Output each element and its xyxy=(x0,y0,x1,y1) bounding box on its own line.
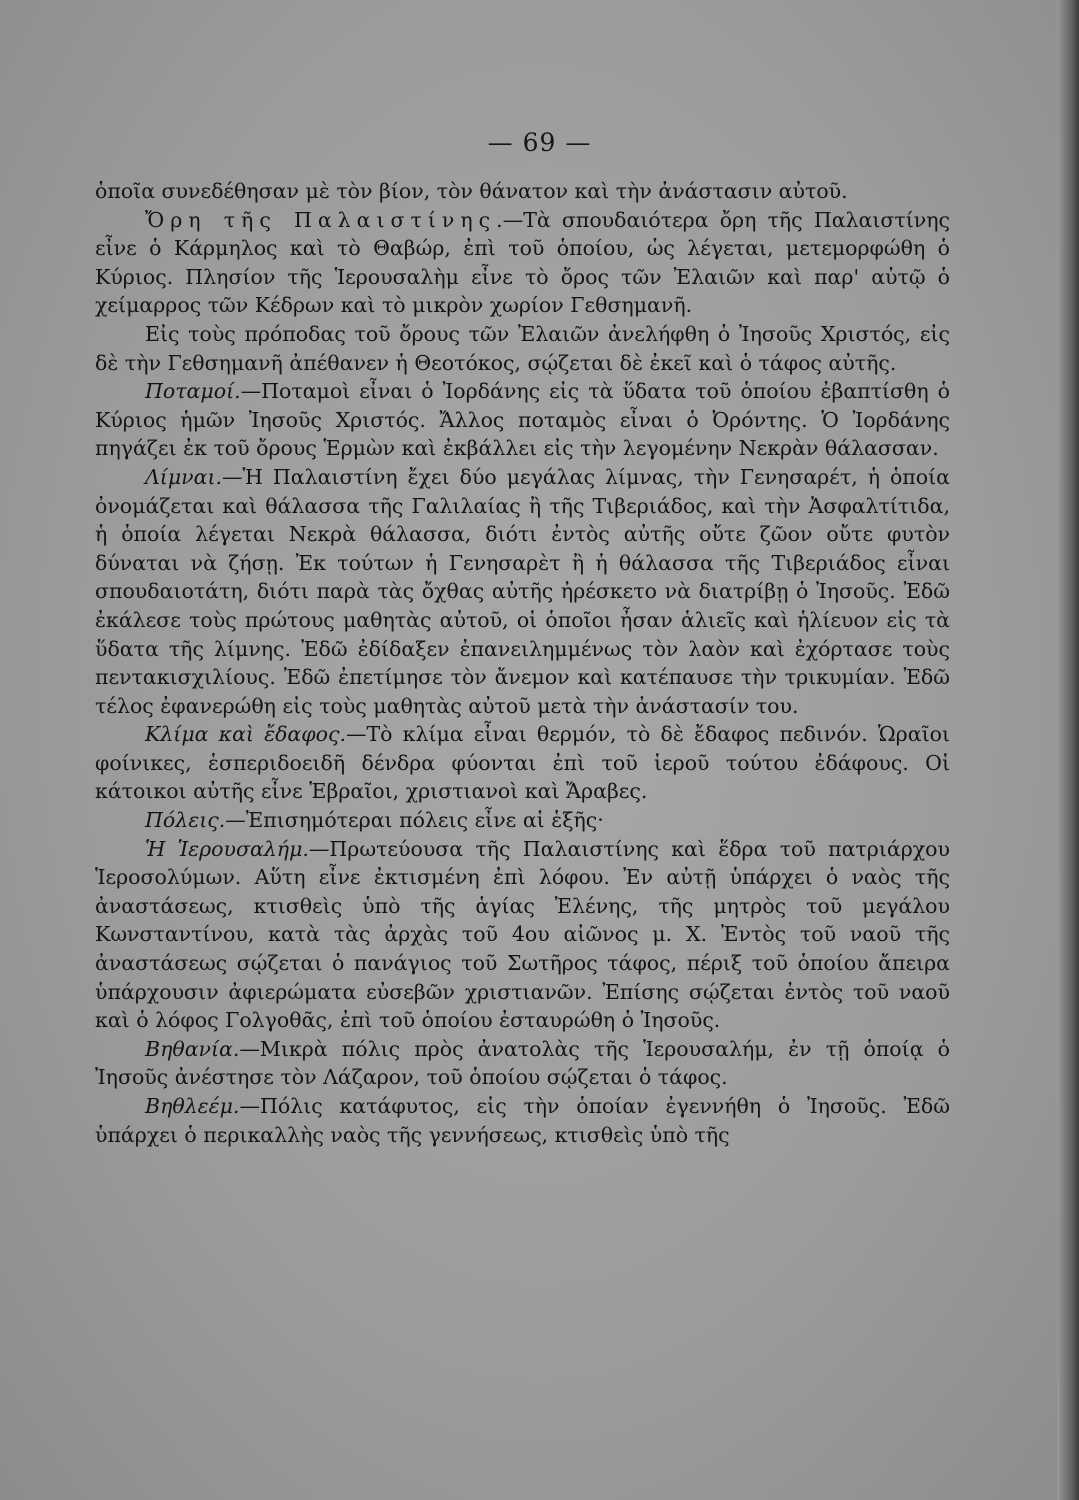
paragraph-text: —Ἐπισημότεραι πόλεις εἶνε αἱ ἑξῆς· xyxy=(225,808,604,833)
paragraph-p2 xyxy=(95,320,950,377)
paragraph-p9 xyxy=(95,1092,950,1149)
section-heading: Ἡ Ἱερουσαλήμ. xyxy=(145,836,309,861)
paragraph-text: —Μικρὰ πόλις πρὸς ἀνατολὰς τῆς Ἱερουσαλήμ, ἐν τῇ ὁποίᾳ ὁ Ἰησοῦς ἀνέστησε τὸν Λάζαρον, τοῦ ὁποίου σῴζεται ὁ τάφος. xyxy=(95,1036,950,1090)
paragraph-p8 xyxy=(95,1035,950,1092)
paragraph-text: —Πόλις κατάφυτος, εἰς τὴν ὁποίαν ἐγεννήθη ὁ Ἰησοῦς. Ἐδῶ ὑπάρχει ὁ περικαλλὴς ναὸς τῆς γεννήσεως, κτισθεὶς ὑπὸ τῆς xyxy=(95,1094,950,1147)
paragraph-text: Εἰς τοὺς πρόποδας τοῦ ὄρους τῶν Ἐλαιῶν ἀνελήφθη ὁ Ἰησοῦς Χριστός, εἰς δὲ τὴν Γεθσημανῆ ἀπέθανεν ἡ Θεοτόκος, σῴζεται δὲ ἐκεῖ καὶ ὁ τάφος αὐτῆς. xyxy=(95,321,950,375)
section-heading: Λίμναι. xyxy=(145,464,223,489)
section-heading: Βηθανία. xyxy=(145,1036,240,1061)
section-heading: Ὄρη τῆς Παλαιστίνης xyxy=(145,207,497,232)
paragraph-text: —Ἡ Παλαιστίνη ἔχει δύο μεγάλας λίμνας, τὴν Γενησαρέτ, ἡ ὁποία ὀνομάζεται καὶ θάλασσα τῆς Γαλιλαίας ἢ τῆς Τιβεριάδος, καὶ τὴν Ἀσφαλτίτιδα, ἡ ὁποία λέγεται Νεκρὰ θάλασσα, διότι ἐντὸς αὐτῆς οὔτε ζῶον οὔτε φυτὸν δύναται νὰ ζήσῃ. Ἐκ τούτων ἡ Γενησαρὲτ ἢ ἡ θάλασσα τῆς Τιβεριάδος εἶναι σπουδαιοτάτη, διότι παρὰ τὰς ὄχθας αὐτῆς ἠρέσκετο νὰ διατρίβῃ ὁ Ἰησοῦς. Ἐδῶ ἐκάλεσε τοὺς πρώτους μαθητὰς αὐτοῦ, οἱ ὁποῖοι ἦσαν ἁλιεῖς καὶ ἡλίευον εἰς τὰ ὕδατα τῆς λίμνης. Ἐδῶ ἐδίδαξεν ἐπανειλημμένως τὸν λαὸν καὶ ἐχόρτασε τοὺς πεντακισχιλίους. Ἐδῶ ἐπετίμησε τὸν ἄνεμον καὶ κατέπαυσε τὴν τρικυμίαν. Ἐδῶ τέλος ἐφανερώθη εἰς τοὺς μαθητὰς αὐτοῦ μετὰ τὴν ἀνάστασίν του. xyxy=(95,464,950,718)
section-heading: Κλίμα καὶ ἔδαφος. xyxy=(145,722,346,747)
section-heading: Πόλεις. xyxy=(145,808,226,833)
paragraph-text: .—Τὰ σπουδαιότερα ὄρη τῆς Παλαιστίνης εἶνε ὁ Κάρμηλος καὶ τὸ Θαβώρ, ἐπὶ τοῦ ὁποίου, ὡς λέγεται, μετεμορφώθη ὁ Κύριος. Πλησίον τῆς Ἱερουσαλὴμ εἶνε τὸ ὄρος τῶν Ἐλαιῶν καὶ παρ' αὐτῷ ὁ χείμαρρος τῶν Κέδρων καὶ τὸ μικρὸν χωρίον Γεθσημανῆ. xyxy=(95,207,951,318)
paragraph-p1 xyxy=(95,206,950,320)
paragraph-text: —Ποταμοὶ εἶναι ὁ Ἰορδάνης εἰς τὰ ὕδατα τοῦ ὁποίου ἐβαπτίσθη ὁ Κύριος ἡμῶν Ἰησοῦς Χριστός. Ἄλλος ποταμὸς εἶναι ὁ Ὀρόντης. Ὁ Ἰορδάνης πηγάζει ἐκ τοῦ ὄρους Ἑρμὼν καὶ ἐκβάλλει εἰς τὴν λεγομένην Νεκρὰν θάλασσαν. xyxy=(95,379,950,461)
paragraph-p7 xyxy=(95,835,950,1035)
paragraph-p6 xyxy=(95,806,950,835)
page-number: — 69 — xyxy=(487,128,592,157)
paragraph-text: ὁποῖα συνεδέθησαν μὲ τὸν βίον, τὸν θάνατον καὶ τὴν ἀνάστασιν αὐτοῦ. xyxy=(95,179,848,203)
paragraph-p5 xyxy=(95,720,950,806)
paragraph-text: —Πρωτεύουσα τῆς Παλαιστίνης καὶ ἕδρα τοῦ πατριάρχου Ἱεροσολύμων. Αὕτη εἶνε ἐκτισμένη ἐπὶ λόφου. Ἐν αὐτῇ ὑπάρχει ὁ ναὸς τῆς ἀναστάσεως, κτισθεὶς ὑπὸ τῆς ἁγίας Ἑλένης, τῆς μητρὸς τοῦ μεγάλου Κωνσταντίνου, κατὰ τὰς ἀρχὰς τοῦ 4ου αἰῶνος μ. Χ. Ἐντὸς τοῦ ναοῦ τῆς ἀναστάσεως σῴζεται ὁ πανάγιος τοῦ Σωτῆρος τάφος, πέριξ τοῦ ὁποίου ἄπειρα ὑπάρχουσιν ἀφιερώματα εὐσεβῶν χριστιανῶν. Ἐπίσης σῴζεται ἐντὸς τοῦ ναοῦ καὶ ὁ λόφος Γολγοθᾶς, ἐπὶ τοῦ ὁποίου ἐσταυρώθη ὁ Ἰησοῦς. xyxy=(95,836,950,1033)
paragraph-p4 xyxy=(95,463,950,720)
paragraph-p0 xyxy=(95,177,950,206)
body-text xyxy=(95,177,950,1149)
paragraph-text: —Τὸ κλίμα εἶναι θερμόν, τὸ δὲ ἔδαφος πεδινόν. Ὡραῖοι φοίνικες, ἑσπεριδοειδῆ δένδρα φύονται ἐπὶ τοῦ ἱεροῦ τούτου ἐδάφους. Οἱ κάτοικοι αὐτῆς εἶνε Ἑβραῖοι, χριστιανοὶ καὶ Ἄραβες. xyxy=(95,722,950,804)
section-heading: Βηθλεέμ. xyxy=(145,1094,240,1118)
paragraph-p3 xyxy=(95,377,950,463)
section-heading: Ποταμοί. xyxy=(145,379,241,404)
page-edge-shadow xyxy=(1057,0,1079,1500)
